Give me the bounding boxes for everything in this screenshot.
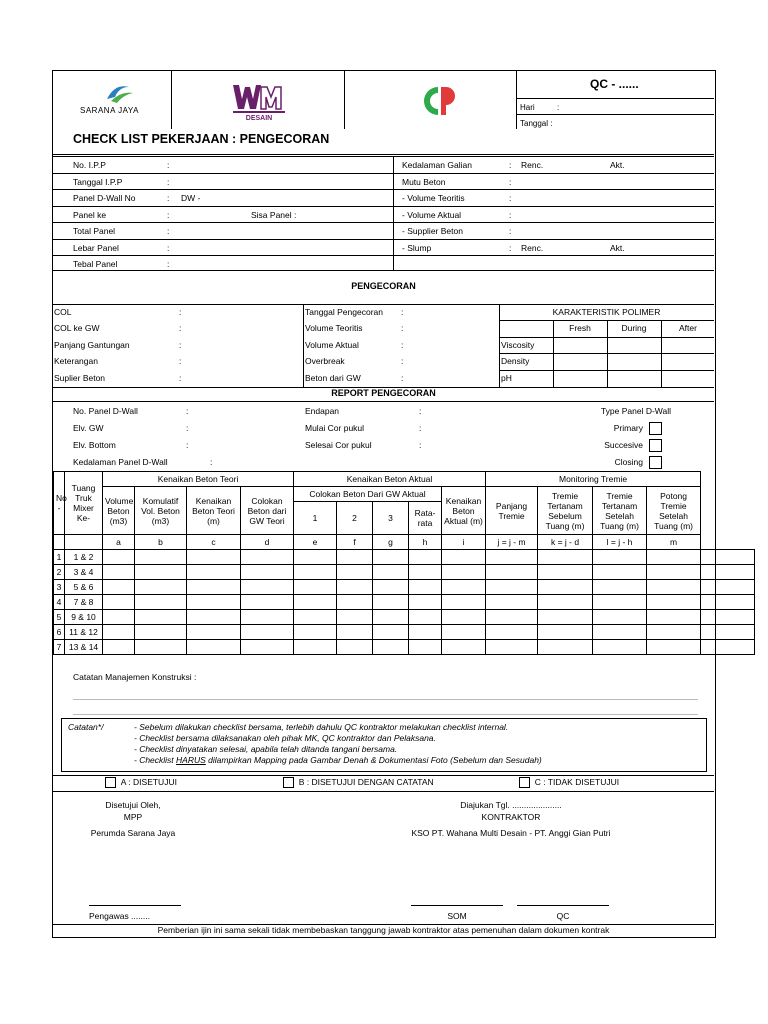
col-komulatif: Komulatif Vol. Beton (m3): [135, 487, 187, 535]
col-sebelum: Tremie Tertanam Sebelum Tuang (m): [538, 487, 593, 535]
peng-mid-sep: :: [401, 373, 404, 383]
peng-mid-label: Overbreak: [305, 356, 345, 366]
info-right-b: Akt.: [610, 243, 625, 253]
data-cell[interactable]: [103, 565, 135, 580]
data-cell[interactable]: [241, 625, 294, 640]
info-right-b: Akt.: [610, 160, 625, 170]
row-tuang: 1 & 2: [65, 550, 103, 565]
col-volume: Volume Beton (m3): [103, 487, 135, 535]
peng-left-sep: :: [179, 323, 182, 333]
peng-mid-label: Volume Teoritis: [305, 323, 363, 333]
row-no: 6: [54, 625, 65, 640]
table-row: [54, 625, 755, 640]
data-cell[interactable]: [241, 595, 294, 610]
letter-cell: h: [409, 535, 442, 550]
table-row: [54, 610, 755, 625]
info-left-label: Tebal Panel: [73, 259, 118, 269]
data-cell[interactable]: [373, 550, 409, 565]
letter-cell: l = j - h: [593, 535, 647, 550]
data-cell[interactable]: [486, 640, 538, 655]
report-type-label: Closing: [614, 457, 643, 467]
info-left-label: Panel ke: [73, 210, 107, 220]
data-cell[interactable]: [337, 565, 373, 580]
report-mid-sep: :: [419, 406, 422, 416]
data-cell[interactable]: [135, 610, 187, 625]
data-cell[interactable]: [701, 640, 755, 655]
data-cell[interactable]: [294, 580, 337, 595]
data-cell[interactable]: [187, 580, 241, 595]
data-cell[interactable]: [442, 565, 486, 580]
report-left-label: No. Panel D-Wall: [73, 406, 138, 416]
col-tuang: Tuang Truk Mixer Ke-: [65, 472, 103, 535]
info-right-sep: :: [509, 226, 512, 236]
info-right-label: - Volume Teoritis: [402, 193, 465, 203]
info-left-value: Sisa Panel :: [251, 210, 297, 220]
catatan-label: Catatan*/: [68, 722, 104, 732]
report-type-title: Type Panel D-Wall: [600, 406, 671, 416]
data-cell[interactable]: [538, 565, 593, 580]
data-cell[interactable]: [409, 595, 442, 610]
wm-logo-icon: [231, 81, 287, 121]
sarana-jaya-icon: [71, 79, 161, 105]
peng-left-label: Suplier Beton: [54, 373, 106, 383]
col-setelah: Tremie Tertanam Setelah Tuang (m): [593, 487, 647, 535]
report-left-sep: :: [186, 440, 189, 450]
sub-3: 3: [373, 502, 409, 535]
agp-logo: [422, 83, 458, 124]
data-cell[interactable]: [486, 565, 538, 580]
peng-left-label: COL ke GW: [54, 323, 100, 333]
pengecoran-title: PENGECORAN: [351, 281, 416, 291]
data-cell[interactable]: [135, 565, 187, 580]
option-b[interactable]: B : DISETUJUI DENGAN CATATAN: [283, 777, 434, 788]
info-right-sep: :: [509, 160, 512, 170]
data-cell[interactable]: [294, 625, 337, 640]
data-cell[interactable]: [294, 610, 337, 625]
qc-label: QC - ......: [590, 77, 639, 91]
letter-cell: e: [294, 535, 337, 550]
data-cell[interactable]: [486, 595, 538, 610]
data-cell[interactable]: [409, 625, 442, 640]
data-cell[interactable]: [647, 550, 701, 565]
diajukan-label: Diajukan Tgl. .....................: [460, 800, 562, 810]
sub-1: 1: [294, 502, 337, 535]
data-cell[interactable]: [187, 550, 241, 565]
data-cell[interactable]: [373, 640, 409, 655]
sarana-jaya-logo: [71, 79, 161, 119]
info-left-sep: :: [167, 210, 170, 220]
data-cell[interactable]: [135, 595, 187, 610]
info-right-sep: :: [509, 177, 512, 187]
info-left-label: No. I.P.P: [73, 160, 106, 170]
report-left-sep: :: [186, 406, 189, 416]
row-tuang: 3 & 4: [65, 565, 103, 580]
info-right-label: Kedalaman Galian: [402, 160, 472, 170]
col-potong: Potong Tremie Setelah Tuang (m): [647, 487, 701, 535]
peng-divider-2: [499, 304, 500, 387]
info-left-sep: :: [167, 160, 170, 170]
data-cell[interactable]: [373, 625, 409, 640]
peng-mid-label: Beton dari GW: [305, 373, 361, 383]
polimer-row-label: Density: [501, 356, 530, 366]
page-title: CHECK LIST PEKERJAAN : PENGECORAN: [73, 132, 330, 146]
data-cell[interactable]: [647, 580, 701, 595]
letter-cell: b: [135, 535, 187, 550]
catatan-line: - Checklist bersama dilaksanakan oleh pihak MK, QC kontraktor dan Pelaksana.: [134, 733, 436, 743]
report-left-sep: :: [210, 457, 213, 467]
col-colokan-teori: Colokan Beton dari GW Teori: [241, 487, 294, 535]
data-cell[interactable]: [486, 625, 538, 640]
info-row-line: [53, 189, 714, 190]
data-cell[interactable]: [135, 640, 187, 655]
data-cell[interactable]: [294, 640, 337, 655]
info-left-label: Panel D-Wall No: [73, 193, 136, 203]
data-cell[interactable]: [135, 580, 187, 595]
data-cell[interactable]: [103, 550, 135, 565]
peng-divider-1: [303, 304, 304, 387]
footer-note: Pemberian ijin ini sama sekali tidak membebaskan tanggung jawab kontraktor atas pemenuhan dalam dokumen kontrak: [157, 925, 610, 935]
peng-mid-label: Tanggal Pengecoran: [305, 307, 383, 317]
row-tuang: 9 & 10: [65, 610, 103, 625]
data-cell[interactable]: [486, 550, 538, 565]
kontraktor-label: KONTRAKTOR: [481, 812, 541, 822]
data-cell[interactable]: [337, 610, 373, 625]
group-teori: Kenaikan Beton Teori: [103, 472, 294, 487]
report-left-label: Kedalaman Panel D-Wall: [73, 457, 168, 467]
col-kenaikan-aktual: Kenaikan Beton Aktual (m): [442, 487, 486, 535]
letter-blank: [65, 535, 103, 550]
data-cell[interactable]: [442, 550, 486, 565]
data-cell[interactable]: [135, 625, 187, 640]
data-cell[interactable]: [294, 565, 337, 580]
info-left-sep: :: [167, 177, 170, 187]
letter-cell: m: [647, 535, 701, 550]
data-cell[interactable]: [647, 640, 701, 655]
data-cell[interactable]: [187, 595, 241, 610]
agp-logo-icon: [422, 83, 458, 119]
data-cell[interactable]: [373, 580, 409, 595]
info-row-line: [53, 206, 714, 207]
org1-name: SARANA JAYA: [80, 106, 139, 115]
mpp-label: MPP: [123, 812, 143, 822]
data-cell[interactable]: [538, 580, 593, 595]
peng-mid-sep: :: [401, 323, 404, 333]
row-no: 4: [54, 595, 65, 610]
option-a[interactable]: A : DISETUJUI: [105, 777, 177, 788]
data-cell[interactable]: [241, 610, 294, 625]
checklist-form: [52, 70, 716, 938]
data-cell[interactable]: [135, 550, 187, 565]
data-cell[interactable]: [442, 595, 486, 610]
data-cell[interactable]: [294, 550, 337, 565]
tanggal-label: Tanggal :: [520, 119, 553, 128]
data-cell[interactable]: [486, 610, 538, 625]
info-right-sep: :: [509, 193, 512, 203]
polimer-title: KARAKTERISTIK POLIMER: [552, 307, 661, 317]
data-cell[interactable]: [409, 550, 442, 565]
letter-cell: j = j - m: [486, 535, 538, 550]
col-kenaikan-teori: Kenaikan Beton Teori (m): [187, 487, 241, 535]
data-cell[interactable]: [647, 610, 701, 625]
polimer-col-header: Fresh: [569, 323, 591, 333]
report-left-sep: :: [186, 423, 189, 433]
letter-cell: f: [337, 535, 373, 550]
data-cell[interactable]: [538, 595, 593, 610]
sub-2: 2: [337, 502, 373, 535]
letter-cell: g: [373, 535, 409, 550]
data-cell[interactable]: [337, 640, 373, 655]
type-checkbox-0[interactable]: [649, 422, 662, 435]
row-no: 5: [54, 610, 65, 625]
data-cell[interactable]: [593, 550, 647, 565]
monitoring-table: [53, 471, 755, 655]
data-cell[interactable]: [442, 625, 486, 640]
sub-rata: Rata- rata: [409, 502, 442, 535]
col-no: No -: [54, 472, 65, 535]
data-cell[interactable]: [337, 550, 373, 565]
checkbox-a[interactable]: [105, 777, 116, 788]
data-cell[interactable]: [409, 640, 442, 655]
data-cell[interactable]: [409, 580, 442, 595]
data-cell[interactable]: [701, 565, 755, 580]
info-left-sep: :: [167, 193, 170, 203]
peng-mid-sep: :: [401, 340, 404, 350]
info-right-a: Renc.: [521, 243, 544, 253]
table-row: [54, 595, 755, 610]
info-left-label: Tanggal I.P.P: [73, 177, 123, 187]
data-cell[interactable]: [409, 565, 442, 580]
info-left-label: Lebar Panel: [73, 243, 119, 253]
letter-cell: d: [241, 535, 294, 550]
data-cell[interactable]: [593, 610, 647, 625]
info-right-label: - Supplier Beton: [402, 226, 463, 236]
data-cell[interactable]: [538, 610, 593, 625]
data-cell[interactable]: [337, 595, 373, 610]
data-cell[interactable]: [373, 610, 409, 625]
hari-label: Hari: [520, 103, 535, 112]
info-left-value: DW -: [181, 193, 201, 203]
data-cell[interactable]: [647, 625, 701, 640]
data-cell[interactable]: [593, 595, 647, 610]
perumda-label: Perumda Sarana Jaya: [90, 828, 176, 838]
polimer-col-line: [661, 320, 662, 387]
data-cell[interactable]: [701, 580, 755, 595]
row-tuang: 11 & 12: [65, 625, 103, 640]
info-right-a: Renc.: [521, 160, 544, 170]
data-cell[interactable]: [103, 640, 135, 655]
info-row-line: [53, 255, 714, 256]
letter-blank: [54, 535, 65, 550]
info-left-sep: :: [167, 226, 170, 236]
info-left-label: Total Panel: [73, 226, 116, 236]
data-cell[interactable]: [103, 610, 135, 625]
info-right-label: - Volume Aktual: [402, 210, 462, 220]
letter-cell: k = j - d: [538, 535, 593, 550]
data-cell[interactable]: [103, 580, 135, 595]
catatan-mk-label: Catatan Manajemen Konstruksi :: [73, 672, 197, 682]
data-cell[interactable]: [593, 580, 647, 595]
data-cell[interactable]: [373, 595, 409, 610]
group-aktual: Kenaikan Beton Aktual: [294, 472, 486, 487]
info-left-sep: :: [167, 259, 170, 269]
row-no: 2: [54, 565, 65, 580]
disetujui-label: Disetujui Oleh,: [105, 800, 161, 810]
data-cell[interactable]: [241, 550, 294, 565]
report-mid-label: Selesai Cor pukul: [305, 440, 372, 450]
data-cell[interactable]: [241, 580, 294, 595]
data-cell[interactable]: [701, 595, 755, 610]
letter-cell: i: [442, 535, 486, 550]
polimer-col-header: During: [621, 323, 647, 333]
pengawas-label: Pengawas ........: [89, 911, 150, 921]
data-cell[interactable]: [187, 625, 241, 640]
table-row: [54, 550, 755, 565]
data-cell[interactable]: [442, 580, 486, 595]
table-row: [54, 565, 755, 580]
type-checkbox-1[interactable]: [649, 439, 662, 452]
info-row-line: [53, 173, 714, 174]
data-cell[interactable]: [538, 640, 593, 655]
svg-text:DESAIN: DESAIN: [245, 115, 273, 122]
hari-sep: :: [557, 103, 560, 112]
table-row: [54, 580, 755, 595]
peng-left-label: COL: [54, 307, 72, 317]
col-colokan-aktual: Colokan Beton Dari GW Aktual: [294, 487, 442, 502]
data-cell[interactable]: [337, 580, 373, 595]
letter-cell: a: [103, 535, 135, 550]
checkbox-b[interactable]: [283, 777, 294, 788]
data-cell[interactable]: [647, 565, 701, 580]
info-right-label: Mutu Beton: [402, 177, 446, 187]
peng-left-sep: :: [179, 356, 182, 366]
data-cell[interactable]: [409, 610, 442, 625]
data-cell[interactable]: [486, 580, 538, 595]
data-cell[interactable]: [538, 625, 593, 640]
data-cell[interactable]: [593, 640, 647, 655]
catatan-box: [61, 718, 707, 772]
polimer-col-line: [607, 320, 608, 387]
info-left-sep: :: [167, 243, 170, 253]
data-cell[interactable]: [593, 625, 647, 640]
info-right-sep: :: [509, 210, 512, 220]
report-title: REPORT PENGECORAN: [331, 388, 436, 398]
polimer-col-header: After: [679, 323, 697, 333]
row-no: 7: [54, 640, 65, 655]
peng-mid-label: Volume Aktual: [305, 340, 359, 350]
row-tuang: 5 & 6: [65, 580, 103, 595]
data-cell[interactable]: [442, 610, 486, 625]
polimer-row-label: pH: [501, 373, 512, 383]
data-cell[interactable]: [373, 565, 409, 580]
data-cell[interactable]: [187, 610, 241, 625]
report-mid-label: Mulai Cor pukul: [305, 423, 365, 433]
report-type-label: Succesive: [604, 440, 643, 450]
catatan-line: - Checklist dinyatakan selesai, apabila telah ditanda tangani bersama.: [134, 744, 398, 754]
info-row-line: [53, 239, 714, 240]
table-row: [54, 640, 755, 655]
data-cell[interactable]: [241, 640, 294, 655]
type-checkbox-2[interactable]: [649, 456, 662, 469]
wm-desain-logo: [231, 81, 287, 121]
info-right-sep: :: [509, 243, 512, 253]
group-tremie: Monitoring Tremie: [486, 472, 701, 487]
row-no: 1: [54, 550, 65, 565]
report-mid-sep: :: [419, 423, 422, 433]
peng-left-sep: :: [179, 373, 182, 383]
data-cell[interactable]: [241, 565, 294, 580]
report-mid-sep: :: [419, 440, 422, 450]
info-row-line: [53, 222, 714, 223]
option-c[interactable]: C : TIDAK DISETUJUI: [519, 777, 619, 788]
data-cell[interactable]: [538, 550, 593, 565]
catatan-line-last: - Checklist HARUS dilampirkan Mapping pada Gambar Denah & Dokumentasi Foto (Sebelum dan Sesudah): [134, 755, 542, 765]
data-cell[interactable]: [337, 625, 373, 640]
peng-mid-sep: :: [401, 356, 404, 366]
report-left-label: Elv. GW: [73, 423, 104, 433]
letter-cell: c: [187, 535, 241, 550]
row-tuang: 13 & 14: [65, 640, 103, 655]
peng-mid-sep: :: [401, 307, 404, 317]
data-cell[interactable]: [187, 640, 241, 655]
peng-left-label: Panjang Gantungan: [54, 340, 130, 350]
checkbox-c[interactable]: [519, 777, 530, 788]
peng-left-sep: :: [179, 340, 182, 350]
data-cell[interactable]: [701, 625, 755, 640]
row-tuang: 7 & 8: [65, 595, 103, 610]
polimer-col-line: [553, 320, 554, 387]
data-cell[interactable]: [442, 640, 486, 655]
peng-left-label: Keterangan: [54, 356, 98, 366]
data-cell[interactable]: [593, 565, 647, 580]
row-no: 3: [54, 580, 65, 595]
info-right-label: - Slump: [402, 243, 432, 253]
report-left-label: Elv. Bottom: [73, 440, 116, 450]
peng-left-sep: :: [179, 307, 182, 317]
data-cell[interactable]: [103, 595, 135, 610]
catatan-line: - Sebelum dilakukan checklist bersama, terlebih dahulu QC kontraktor melakukan checklist internal.: [134, 722, 509, 732]
som-label: SOM: [447, 911, 467, 921]
polimer-row-label: Viscosity: [501, 340, 535, 350]
report-type-label: Primary: [613, 423, 643, 433]
data-cell[interactable]: [187, 565, 241, 580]
data-cell[interactable]: [701, 550, 755, 565]
col-panjang: Panjang Tremie: [486, 487, 538, 535]
data-cell[interactable]: [103, 625, 135, 640]
data-cell[interactable]: [294, 595, 337, 610]
kso-label: KSO PT. Wahana Multi Desain - PT. Anggi Gian Putri: [411, 828, 611, 838]
data-cell[interactable]: [647, 595, 701, 610]
qc-sign-label: QC: [556, 911, 570, 921]
data-cell[interactable]: [701, 610, 755, 625]
report-mid-label: Endapan: [305, 406, 340, 416]
